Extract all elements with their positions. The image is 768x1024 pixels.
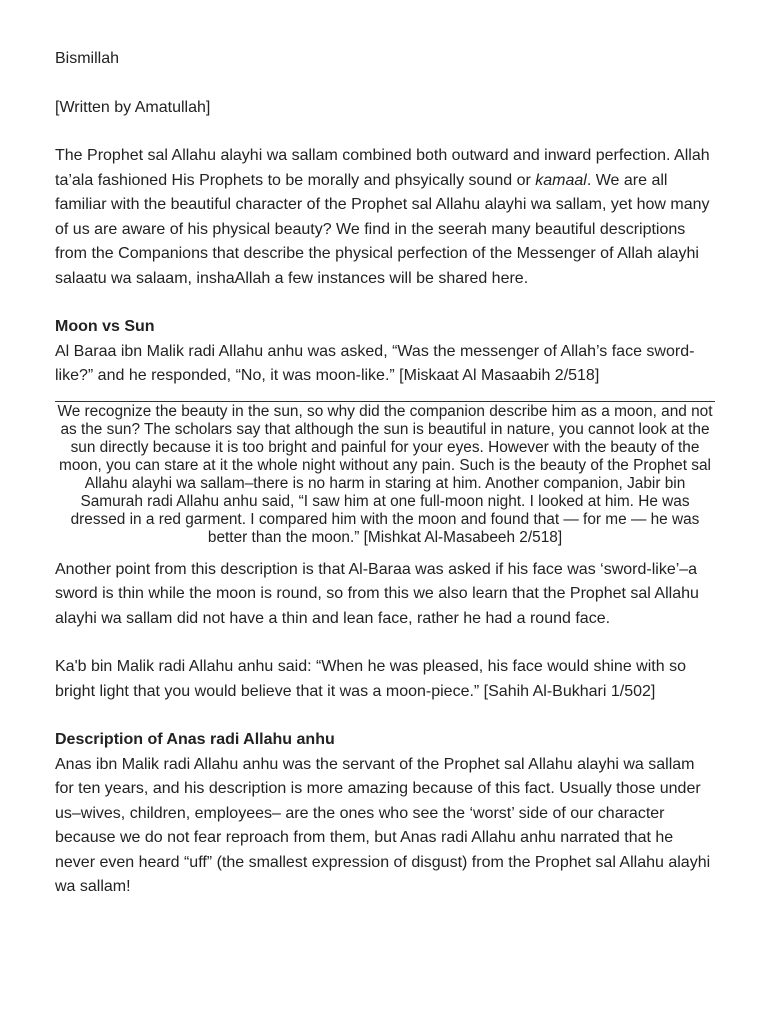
kab-bin-malik-paragraph: Ka'b bin Malik radi Allahu anhu said: “When he was pleased, his face would shine with so bright light that you would believe that it was a moon-piece.” [Sahih Al-Bukhari 1/502] bbox=[55, 658, 686, 700]
sword-like-paragraph: Another point from this description is that Al-Baraa was asked if his face was ‘sword-like’–a sword is thin while the moon is round, so from this we also learn that the Prophet sal Allahu alayhi wa sallam did not have a thin and lean face, rather he had a round face. bbox=[55, 560, 699, 627]
section-heading-moon-vs-sun: Moon vs Sun bbox=[55, 318, 155, 335]
anas-paragraph: Anas ibn Malik radi Allahu anhu was the servant of the Prophet sal Allahu alayhi wa sallam for ten years, and his description is more amazing because of this fact. Usually those under us–wives, children, employees– are the ones who see the ‘worst’ side of our character because we do not fear reproach from them, but Anas radi Allahu anhu narrated that he never even heard “uff” (the smallest expression of disgust) from the Prophet sal Allahu alayhi wa sallam! bbox=[55, 755, 711, 895]
greeting-line: Bismillah bbox=[55, 50, 120, 67]
moon-vs-sun-paragraph: Al Baraa ibn Malik radi Allahu anhu was asked, “Was the messenger of Allah’s face sword-like?” and he responded, “No, it was moon-like.” [Miskaat Al Masaabih 2/518] bbox=[55, 342, 695, 384]
quote-divider bbox=[55, 401, 715, 402]
byline: [Written by Amatullah] bbox=[55, 98, 211, 116]
intro-paragraph bbox=[55, 144, 715, 291]
article-body bbox=[55, 47, 715, 900]
intro-italic-term: kamaal bbox=[535, 171, 587, 189]
section-heading-anas: Description of Anas radi Allahu anhu bbox=[55, 731, 335, 748]
intro-text-end: . We are all familiar with the beautiful character of the Prophet sal Allahu alayhi wa sallam, yet how many of us are aware of his physical beauty? We find in the seerah many beautiful descriptions from the Companions that describe the physical perfection of the Messenger of Allah alayhi salaatu wa salaam, inshaAllah a few instances will be shared here. bbox=[55, 171, 710, 287]
block-quote: We recognize the beauty in the sun, so why did the companion describe him as a moon, and not as the sun? The scholars say that although the sun is beautiful in nature, you cannot look at the sun directly because it is too bright and painful for your eyes. However with the beauty of the moon, you can stare at it the whole night without any pain. Such is the beauty of the Prophet sal Allahu alayhi wa sallam–there is no harm in staring at him. Another companion, Jabir bin Samurah radi Allahu anhu said, “I saw him at one full-moon night. I looked at him. He was dressed in a red garment. I compared him with the moon and found that — for me — he was better than the moon.” [Mishkat Al-Masabeeh 2/518] bbox=[57, 402, 713, 546]
intro-text-start: The Prophet sal Allahu alayhi wa sallam combined both outward and inward perfection. Allah ta’ala fashioned His Prophets to be morally and phsyically sound or bbox=[55, 147, 710, 189]
